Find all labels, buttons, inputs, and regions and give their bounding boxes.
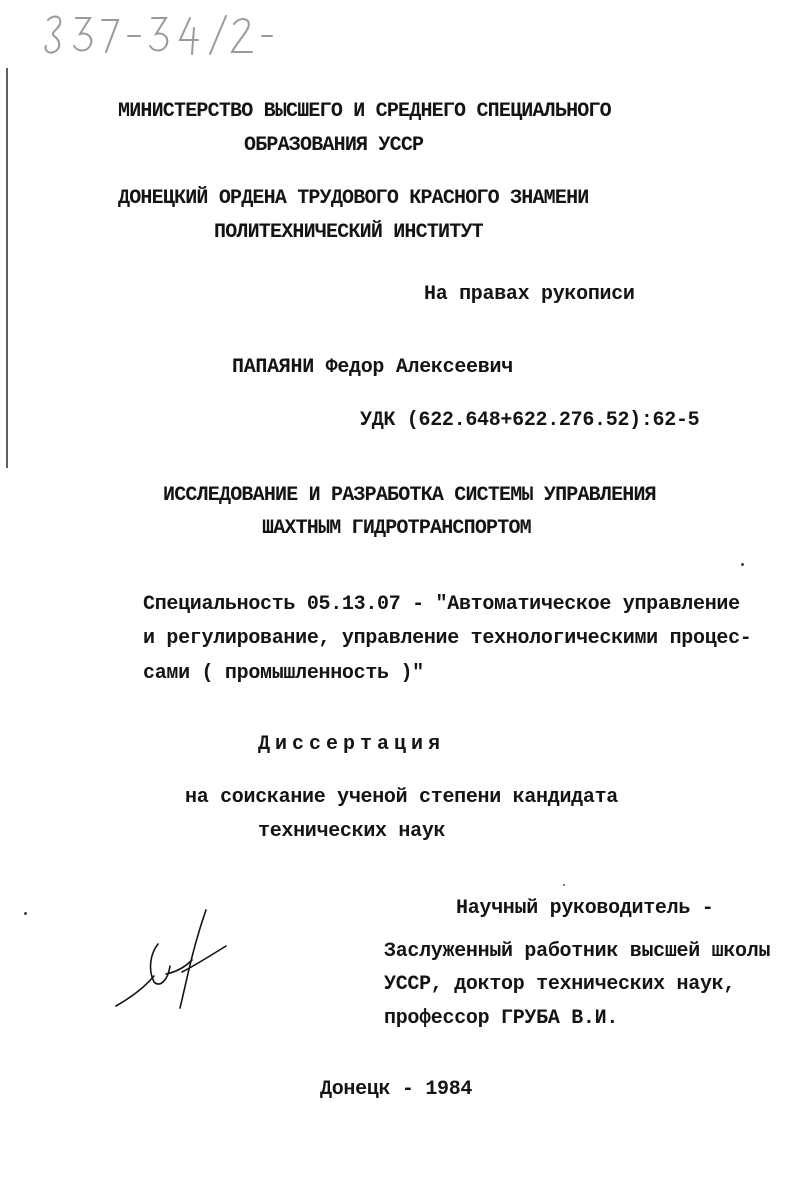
specialty-line-3: сами ( промышленность )" [143,662,424,685]
specialty-line-2: и регулирование, управление технологическими процес- [143,627,752,650]
degree-line-1: на соискание ученой степени кандидата [185,786,618,809]
institute-line-1: ДОНЕЦКИЙ ОРДЕНА ТРУДОВОГО КРАСНОГО ЗНАМЕНИ [118,187,589,210]
place-year: Донецк - 1984 [320,1078,473,1101]
degree-line-2: технических наук [258,820,446,843]
supervisor-line-2: Заслуженный работник высшей школы [384,940,771,963]
supervisor-line-3: УССР, доктор технических наук, [384,973,736,996]
handwritten-archive-mark [40,6,280,64]
udc-code: УДК (622.648+622.276.52):62-5 [360,409,700,432]
scan-speck [24,912,27,915]
manuscript-note: На правах рукописи [424,283,635,306]
scan-speck [741,563,744,566]
scan-speck [563,884,565,886]
signature-image [110,900,240,1020]
title-line-2: ШАХТНЫМ ГИДРОТРАНСПОРТОМ [262,517,531,540]
margin-rule [6,68,8,468]
supervisor-line-4: профессор ГРУБА В.И. [384,1007,619,1030]
author-name: ПАПАЯНИ Федор Алексеевич [232,356,513,379]
ministry-line-2: ОБРАЗОВАНИЯ УССР [244,134,424,157]
ministry-line-1: МИНИСТЕРСТВО ВЫСШЕГО И СРЕДНЕГО СПЕЦИАЛЬНОГО [118,100,611,123]
institute-line-2: ПОЛИТЕХНИЧЕСКИЙ ИНСТИТУТ [214,221,483,244]
dissertation-label: Диссертация [258,733,446,756]
supervisor-line-1: Научный руководитель - [456,897,714,920]
title-line-1: ИССЛЕДОВАНИЕ И РАЗРАБОТКА СИСТЕМЫ УПРАВЛЕНИЯ [163,484,656,507]
specialty-line-1: Специальность 05.13.07 - "Автоматическое управление [143,593,740,616]
